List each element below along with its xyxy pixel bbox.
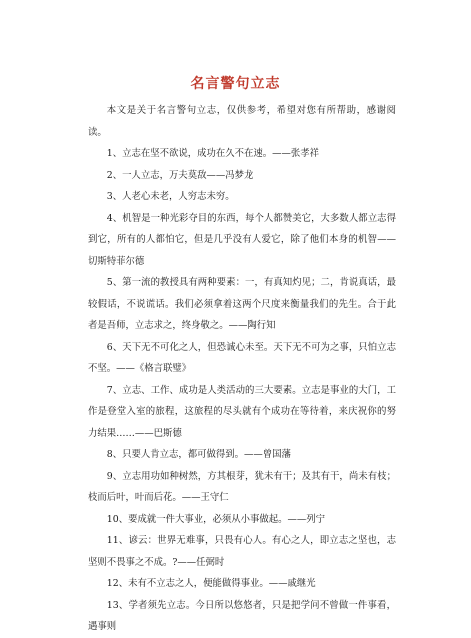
quote-paragraph: 3、人老心未老，人穷志未穷。	[106, 191, 235, 202]
quote-paragraph: 11、谚云：世界无难事，只畏有心人。有心之人，即立志之坚也，志坚则不畏事之不成。?——任弼时	[88, 535, 396, 568]
quote-paragraph: 2、一人立志，万夫莫敌——冯梦龙	[106, 169, 254, 181]
quote-paragraph: 7、立志、工作、成功是人类活动的三大要素。立志是事业的大门，工作是登堂入室的旅程，这旅程的尽头就有个成功在等待着，来庆祝你的努力结果……——巴斯德	[88, 384, 396, 439]
quote-paragraph: 4、机智是一种光彩夺目的东西，每个人都赞美它，大多数人都立志得到它，所有的人都怕它，但是几乎没有人爱它，除了他们本身的机智——切斯特菲尔德	[88, 212, 396, 267]
quote-paragraph: 10、要成就一件大事业，必须从小事做起。——列宁	[106, 513, 325, 525]
quote-paragraph: 13、学者须先立志。今日所以悠悠者，只是把学问不曾做一件事看，遇事则	[88, 599, 396, 632]
intro-paragraph: 本文是关于名言警句立志，仅供参考，希望对您有所帮助，感谢阅读。	[88, 105, 396, 138]
document-title: 名言警句立志	[190, 76, 281, 92]
quote-paragraph: 9、立志用功如种树然，方其根芽，犹未有干；及其有干，尚未有枝；枝而后叶，叶而后花。——王守仁	[88, 470, 396, 503]
quote-paragraph: 1、立志在坚不欲说，成功在久不在速。——张孝祥	[106, 148, 320, 159]
document-body	[88, 100, 396, 638]
quote-paragraph: 5、第一流的教授具有两种要素：一，有真知灼见；二，肯说真话，最较假话，不说谎话。我们必须拿着这两个尺度来衡量我们的先生。合于此者是吾师，立志求之，终身敬之。——陶行知	[88, 277, 396, 331]
quote-paragraph: 12、未有不立志之人，便能做得事业。——戚继光	[106, 578, 316, 589]
quote-paragraph: 6、天下无不可化之人，但恐诚心未至。天下无不可为之事，只怕立志不坚。——《格言联璧》	[88, 341, 396, 374]
quote-paragraph: 8、只要人肯立志，都可做得到。——曾国藩	[106, 449, 291, 460]
